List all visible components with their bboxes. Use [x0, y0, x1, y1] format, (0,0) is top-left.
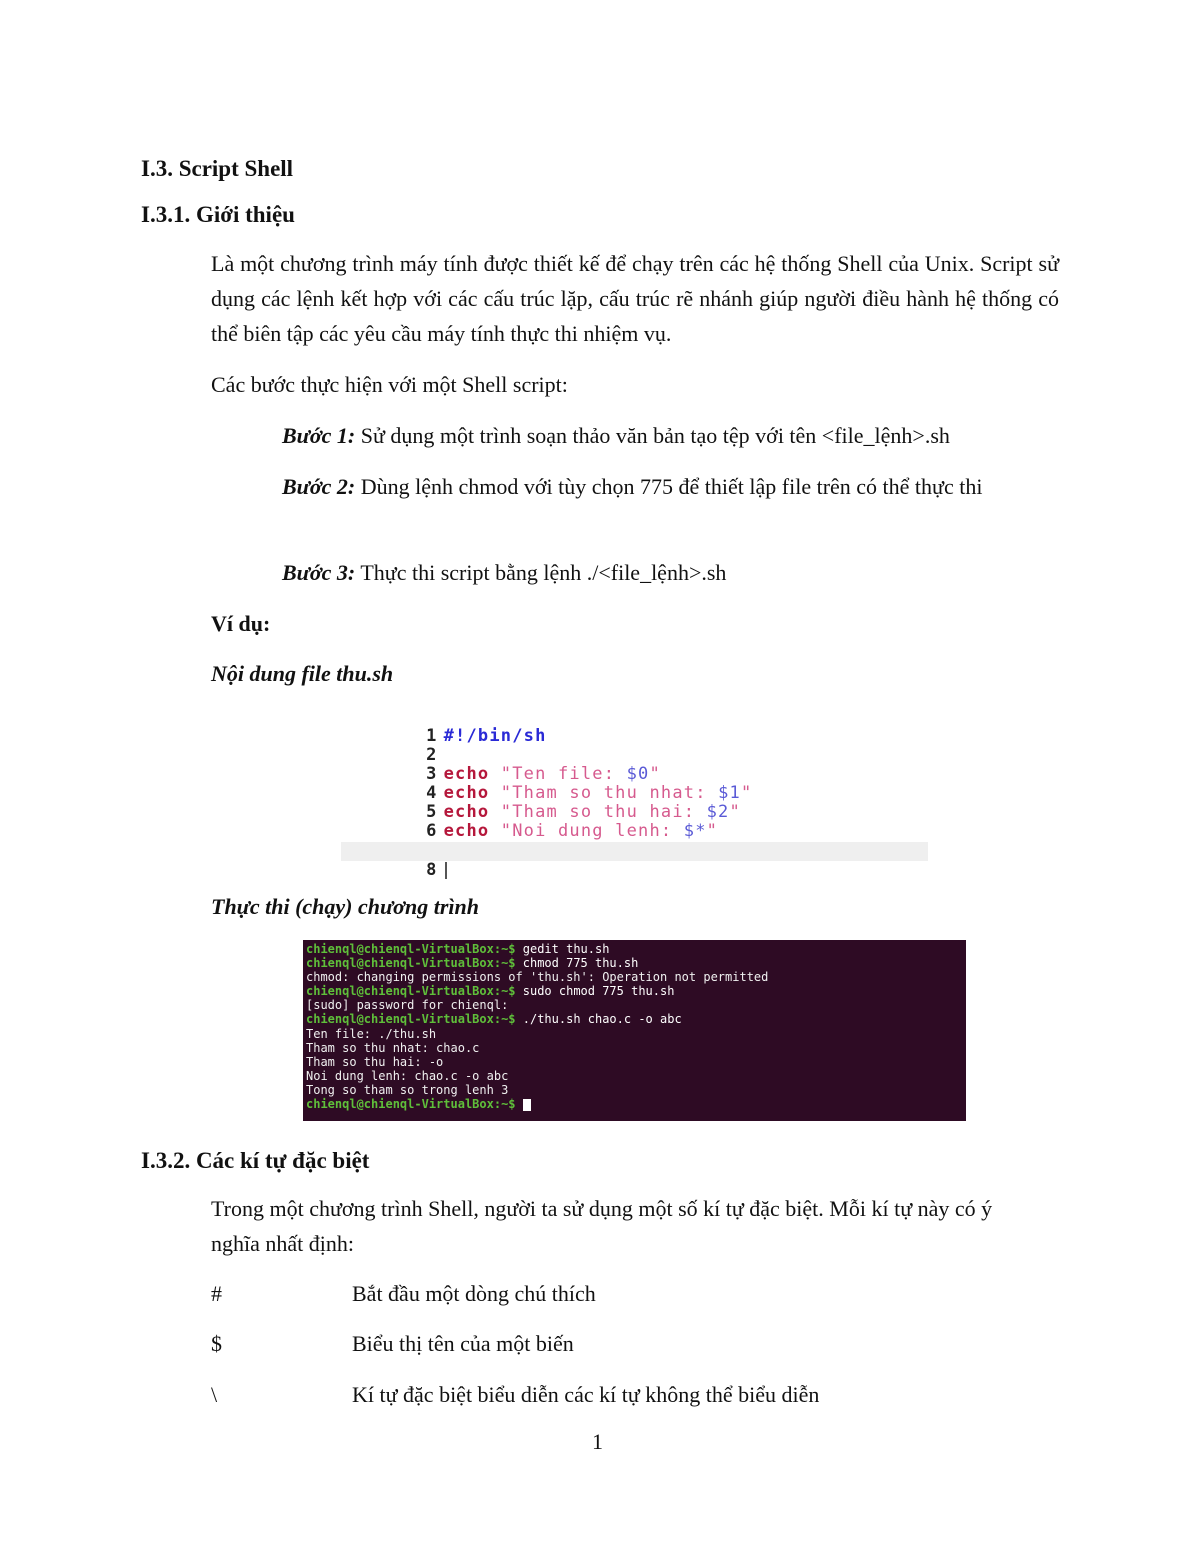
line-number: 5: [426, 802, 438, 822]
special-char-row: [211, 1279, 1061, 1309]
terminal-command: [516, 1097, 523, 1111]
special-char-row: [211, 1329, 1061, 1359]
step-2-label: Bước 2:: [282, 474, 356, 499]
step-2-text: Dùng lệnh chmod với tùy chọn 775 để thiết lập file trên có thể thực thi: [355, 474, 983, 499]
code-line: [341, 708, 928, 746]
example-label: Ví dụ:: [211, 611, 271, 636]
terminal-cursor: [523, 1099, 531, 1111]
code-line: [341, 803, 928, 841]
line-number: 2: [426, 745, 438, 765]
code-variable: $2: [706, 802, 730, 822]
file-content-label: Nội dung file thu.sh: [211, 661, 394, 686]
step-1: [282, 419, 1062, 453]
special-char-desc: Bắt đầu một dòng chú thích: [352, 1281, 596, 1306]
code-line: [341, 727, 928, 765]
special-char-symbol: $: [211, 1331, 222, 1356]
subsection-title-special-chars: I.3.2. Các kí tự đặc biệt: [141, 1148, 370, 1173]
line-number: 4: [426, 783, 438, 803]
step-3: [282, 556, 1062, 590]
step-3-text: Thực thi script bằng lệnh ./<file_lệnh>.sh: [355, 560, 727, 585]
section-title: I.3. Script Shell: [141, 156, 294, 181]
terminal-output: Tong so tham so trong lenh 3: [306, 1082, 509, 1097]
step-1-text: Sử dụng một trình soạn thảo văn bản tạo tệp với tên <file_lệnh>.sh: [355, 423, 950, 448]
code-variable: $*: [683, 821, 707, 841]
code-string-end: ": [740, 783, 753, 803]
special-chars-intro: Trong một chương trình Shell, người ta sử dụng một số kí tự đặc biệt. Mỗi kí tự này có ý nghĩa nhất định:: [211, 1196, 993, 1256]
steps-intro: Các bước thực hiện với một Shell script:: [211, 372, 568, 397]
line-number: 3: [426, 764, 438, 784]
terminal-line: [306, 942, 966, 956]
code-string-end: ": [729, 802, 741, 822]
step-1-label: Bước 1:: [282, 423, 356, 448]
terminal-command: sudo chmod 775 thu.sh: [515, 984, 675, 999]
step-3-label: Bước 3:: [282, 560, 356, 585]
terminal-line: [306, 984, 966, 998]
step-2: [282, 470, 1062, 504]
terminal-output: Noi dung lenh: chao.c -o abc: [306, 1068, 509, 1083]
code-editor-screenshot: [341, 706, 928, 880]
special-char-symbol: \: [211, 1382, 218, 1407]
code-line-current: [341, 842, 928, 880]
terminal-command: chmod 775 thu.sh: [515, 956, 639, 971]
text-cursor: [445, 862, 447, 879]
special-char-desc: Biểu thị tên của một biến: [352, 1331, 574, 1356]
code-string: "Tham so thu nhat:: [500, 783, 719, 803]
terminal-line: [306, 1012, 966, 1026]
terminal-prompt: chienql@chienql-VirtualBox:~$: [306, 1097, 516, 1112]
code-string: "Noi dung lenh:: [500, 821, 684, 841]
code-keyword: echo: [443, 802, 490, 822]
terminal-prompt: chienql@chienql-VirtualBox:~$: [306, 984, 516, 999]
special-char-symbol: #: [211, 1281, 222, 1306]
terminal-prompt: chienql@chienql-VirtualBox:~$: [306, 942, 516, 956]
page-number: 1: [592, 1429, 603, 1454]
code-shebang: #!/bin/sh: [443, 726, 547, 746]
code-line: [341, 765, 928, 803]
line-number: 1: [426, 726, 438, 746]
terminal-command: ./thu.sh chao.c -o abc: [515, 1012, 682, 1027]
subsection-title-intro: I.3.1. Giới thiệu: [141, 202, 295, 227]
terminal-output: chmod: changing permissions of 'thu.sh': Operation not permitted: [306, 970, 769, 985]
code-variable: $0: [626, 764, 650, 784]
terminal-output: [sudo] password for chienql:: [306, 998, 509, 1013]
code-string-end: ": [706, 821, 719, 841]
terminal-screenshot: [303, 940, 966, 1121]
code-string: "Tham so thu hai:: [500, 802, 707, 822]
terminal-command: gedit thu.sh: [515, 942, 610, 956]
code-line: [341, 746, 928, 784]
run-label: Thực thi (chạy) chương trình: [211, 894, 479, 919]
terminal-prompt: chienql@chienql-VirtualBox:~$: [306, 1012, 516, 1027]
code-variable: $1: [718, 783, 741, 803]
special-char-row: [211, 1380, 1061, 1410]
code-keyword: echo: [443, 783, 490, 803]
code-keyword: echo: [443, 821, 490, 841]
terminal-prompt: chienql@chienql-VirtualBox:~$: [306, 956, 516, 971]
code-line: [341, 784, 928, 822]
terminal-line: [306, 1097, 966, 1111]
terminal-output: Ten file: ./thu.sh: [306, 1026, 437, 1041]
special-char-desc: Kí tự đặc biệt biểu diễn các kí tự không thể biểu diễn: [352, 1382, 820, 1407]
terminal-output: Tham so thu nhat: chao.c: [306, 1040, 480, 1055]
intro-paragraph: Là một chương trình máy tính được thiết kế để chạy trên các hệ thống Shell của Unix. Script sử dụng các lệnh kết hợp với các cấu trúc lặp, cấu trúc rẽ nhánh giúp người điều hành hệ thống có thể biên tập các yêu cầu máy tính thực thi nhiệm vụ.: [211, 251, 1059, 346]
code-keyword: echo: [443, 764, 490, 784]
code-string-end: ": [649, 764, 661, 784]
code-string: "Ten file:: [500, 764, 627, 784]
terminal-line: [306, 956, 966, 970]
terminal-output: Tham so thu hai: -o: [306, 1054, 444, 1069]
line-number: 6: [426, 821, 438, 841]
code-line: [341, 822, 928, 841]
line-number: 8: [426, 860, 438, 880]
